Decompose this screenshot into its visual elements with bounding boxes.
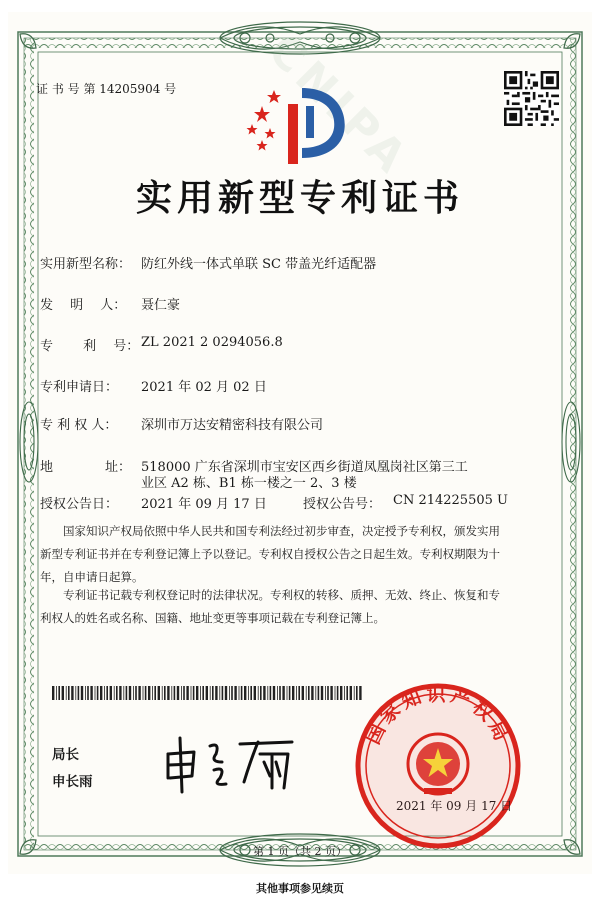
body-paragraph-1 (40, 520, 560, 589)
barcode-strip (52, 686, 364, 700)
director-name: 申长雨 (52, 774, 93, 790)
address-label: 地 址： (40, 460, 132, 475)
inventor-label: 发 明 人： (40, 298, 127, 313)
patentee-name: 深圳市万达安精密科技有限公司 (141, 418, 324, 433)
utility-model-name-label: 实用新型名称： (40, 257, 132, 272)
page-number: 第 1 页（共 2 页） (253, 845, 347, 858)
address-line-1: 518000 广东省深圳市宝安区西乡街道凤凰岗社区第三工 (141, 460, 468, 475)
body-line: 新型专利证书并在专利登记簿上予以登记。专利权自授权公告之日起生效。专利权期限为十 (40, 547, 500, 561)
grant-date-label: 授权公告日： (40, 497, 119, 512)
footer-note: 其他事项参见续页 (256, 882, 344, 895)
body-line: 利权人的姓名或名称、国籍、地址变更等事项记载在专利登记簿上。 (40, 611, 385, 625)
filing-date: 2021 年 02 月 02 日 (141, 380, 267, 395)
grant-number-label: 授权公告号： (303, 497, 382, 512)
director-title: 局长 (52, 747, 79, 763)
certificate-number: 证 书 号 第 14205904 号 (36, 82, 177, 96)
cnipa-logo-icon (240, 82, 352, 166)
seal-text: 国家知识产权局 (361, 683, 515, 748)
inventor-name: 聂仁豪 (141, 298, 181, 313)
filing-date-label: 专利申请日： (40, 380, 119, 395)
address-line-2: 业区 A2 栋、B1 栋一楼之一 2、3 楼 (141, 476, 357, 491)
grant-date: 2021 年 09 月 17 日 (141, 497, 267, 512)
utility-model-name: 防红外线一体式单联 SC 带盖光纤适配器 (141, 257, 377, 272)
body-line: 国家知识产权局依照中华人民共和国专利法经过初步审查，决定授予专利权，颁发实用 (40, 524, 500, 538)
body-paragraph-2 (40, 584, 560, 630)
patent-number-label: 专 利 号： (40, 339, 140, 354)
qr-code-icon (504, 71, 559, 126)
patent-number: ZL 2021 2 0294056.8 (141, 335, 283, 350)
grant-number: CN 214225505 U (393, 493, 508, 508)
official-seal-icon (354, 682, 522, 850)
body-line: 年，自申请日起算。 (40, 570, 144, 584)
patentee-label: 专 利 权 人： (40, 418, 118, 433)
page-title: 实用新型专利证书 (135, 178, 464, 219)
handwritten-signature (160, 732, 310, 794)
seal-date: 2021 年 09 月 17 日 (396, 799, 513, 813)
body-line: 专利证书记载专利权登记时的法律状况。专利权的转移、质押、无效、终止、恢复和专 (40, 588, 500, 602)
